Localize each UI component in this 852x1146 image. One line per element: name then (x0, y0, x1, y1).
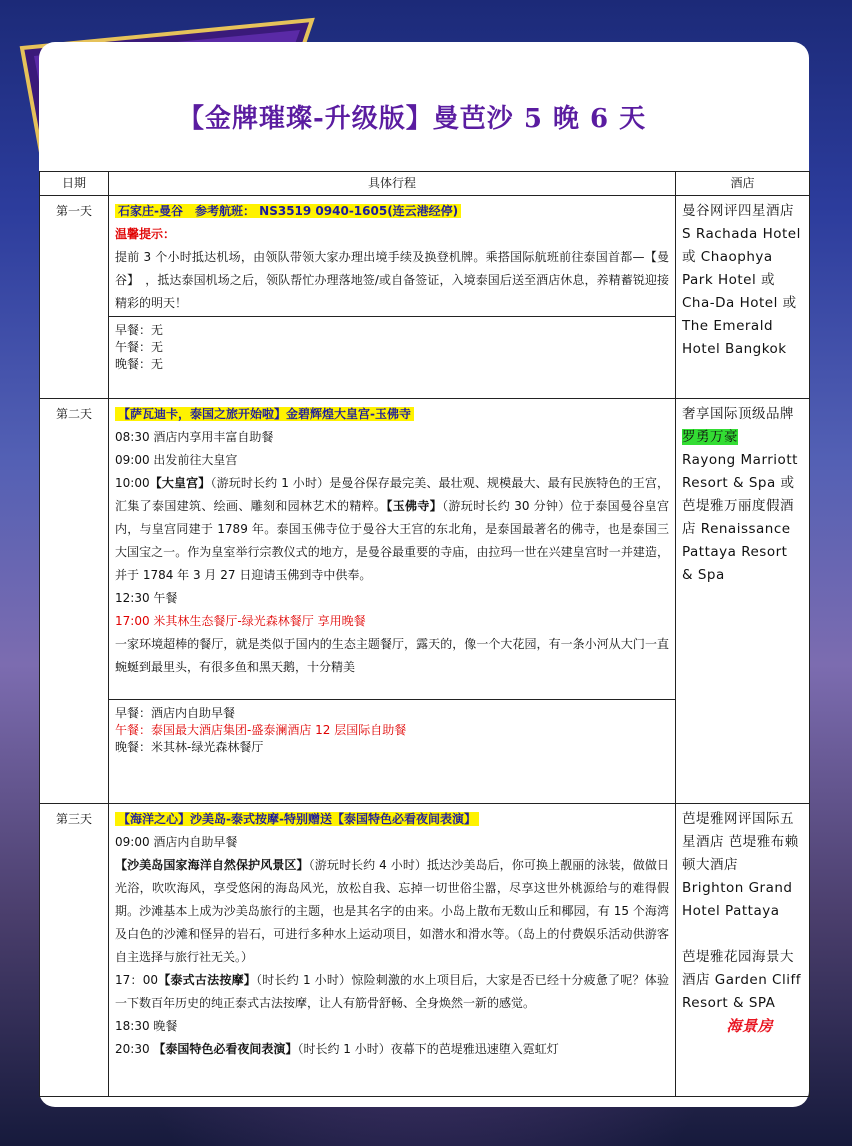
show-paragraph: 20:30 【泰国特色必看夜间表演】（时长约 1 小时）夜幕下的芭堤雅迅速堕入霓虹灯 (115, 1042, 559, 1056)
temple-name: 【玉佛寺】 (386, 499, 443, 513)
schedule-item: 08:30 酒店内享用丰富自助餐 (115, 430, 274, 444)
day-label: 第三天 (40, 804, 109, 1097)
table-row (40, 804, 810, 1097)
meal-dinner: 晚餐：无 (115, 357, 164, 371)
meal-lunch: 午餐：泰国最大酒店集团-盛泰澜酒店 12 层国际自助餐 (115, 723, 407, 737)
island-name: 【沙美岛国家海洋自然保护风景区】 (115, 858, 309, 872)
header-plan: 具体行程 (109, 172, 676, 196)
hotel-highlight: 罗勇万豪 (682, 429, 738, 445)
dinner-item: 17:00 米其林生态餐厅-绿光森林餐厅 享用晚餐 (115, 614, 366, 628)
meal-breakfast: 早餐：酒店内自助早餐 (115, 706, 236, 720)
breakfast-item: 09:00 酒店内自助早餐 (115, 835, 238, 849)
header-hotel: 酒店 (676, 172, 810, 196)
show-name: 【泰国特色必看夜间表演】 (153, 1042, 298, 1056)
day-plan (109, 196, 676, 399)
day-plan (109, 399, 676, 804)
day-label: 第一天 (40, 196, 109, 399)
hotel-cell: 曼谷网评四星酒店 S Rachada Hotel 或 Chaophya Park Hotel 或 Cha-Da Hotel 或 The Emerald Hotel Bangkok (676, 196, 810, 399)
table-row (40, 399, 810, 804)
route-title: 【海洋之心】沙美岛-泰式按摩-特别赠送【泰国特色必看夜间表演】 (115, 812, 479, 826)
massage-name: 【泰式古法按摩】 (158, 973, 257, 987)
meal-lunch: 午餐：无 (115, 340, 164, 354)
route-title: 【萨瓦迪卡，泰国之旅开始啦】金碧辉煌大皇宫-玉佛寺 (115, 407, 414, 421)
day-label: 第二天 (40, 399, 109, 804)
lunch-item: 12:30 午餐 (115, 591, 178, 605)
table-header-row (40, 172, 810, 196)
meal-breakfast: 早餐：无 (115, 323, 164, 337)
day-plan (109, 804, 676, 1097)
hotel-cell: 奢享国际顶级品牌 罗勇万豪 Rayong Marriott Resort & Spa 或 芭堤雅万丽度假酒店 Renaissance Pattaya Resort & Spa (676, 399, 810, 804)
meal-dinner: 晚餐：米其林-绿光森林餐厅 (115, 740, 264, 754)
tip-label: 温馨提示： (115, 227, 176, 241)
palace-paragraph: 10:00【大皇宫】（游玩时长约 1 小时）是曼谷保存最完美、最壮观、规模最大、最有民族特色的王宫，汇集了泰国建筑、绘画、雕刻和园林艺术的精粹。【玉佛寺】（游玩时长约 30 分钟）位于泰国曼谷皇宫内，与皇宫同建于 1789 年。泰国玉佛寺位于曼谷大王宫的东北角，是泰国最著名的佛寺，也是泰国三大国宝之一。作为皇室举行宗教仪式的地方，是曼谷最重要的寺庙，由拉玛一世在兴建皇宫时一并建造，并于 1784 年 3 月 27 日迎请玉佛到寺中供奉。 (115, 476, 669, 582)
page-title: 【金牌璀璨-升级版】曼芭沙 5 晚 6 天 (178, 104, 647, 134)
table-row (40, 196, 810, 399)
dinner-description: 一家环境超棒的餐厅，就是类似于国内的生态主题餐厅，露天的，像一个大花园，有一条小河从大门一直蜿蜒到最里头，有很多鱼和黑天鹅，十分精美 (115, 637, 669, 674)
route-title: 石家庄-曼谷 参考航班： NS3519 0940-1605(连云港经停) (115, 204, 461, 218)
day-description: 提前 3 个小时抵达机场，由领队带领大家办理出境手续及换登机牌。乘搭国际航班前往泰国首都—【曼谷】 ，抵达泰国机场之后，领队帮忙办理落地签/或自备签证，入境泰国后送至酒店休息，养精蓄锐迎接精彩的明天！ (115, 250, 669, 310)
itinerary-table (39, 171, 810, 1097)
hotel-cell (676, 804, 810, 1097)
hotel-option-2: 芭堤雅花园海景大酒店 Garden Cliff Resort & SPA (682, 949, 801, 1011)
palace-name: 【大皇宫】 (149, 476, 211, 490)
schedule-item: 09:00 出发前往大皇宫 (115, 453, 238, 467)
dinner-item: 18:30 晚餐 (115, 1019, 178, 1033)
sea-view-tag: 海景房 (726, 1017, 773, 1035)
island-paragraph: 【沙美岛国家海洋自然保护风景区】（游玩时长约 4 小时）抵达沙美岛后，你可换上靓丽的泳装，做做日光浴，吹吹海风，享受悠闲的海岛风光，放松自我、忘掉一切世俗尘嚣，尽享这世外桃源给与的难得假期。沙滩基本上成为沙美岛旅行的主题，也是其名字的由来。小岛上散布无数山丘和椰园，有 15 个海湾及白色的沙滩和怪异的岩石，可进行多种水上运动项目，如潜水和滑水等。（岛上的付费娱乐活动供游客自主选择与旅行社无关。） (115, 858, 669, 964)
hotel-option-1: 芭堤雅网评国际五星酒店 芭堤雅布赖顿大酒店 Brighton Grand Hotel Pattaya (682, 811, 799, 919)
massage-paragraph: 17：00【泰式古法按摩】（时长约 1 小时）惊险刺激的水上项目后，大家是否已经十分疲惫了呢？体验一下数百年历史的纯正泰式古法按摩，让人有筋骨舒畅、全身焕然一新的感觉。 (115, 973, 669, 1010)
header-date: 日期 (40, 172, 109, 196)
